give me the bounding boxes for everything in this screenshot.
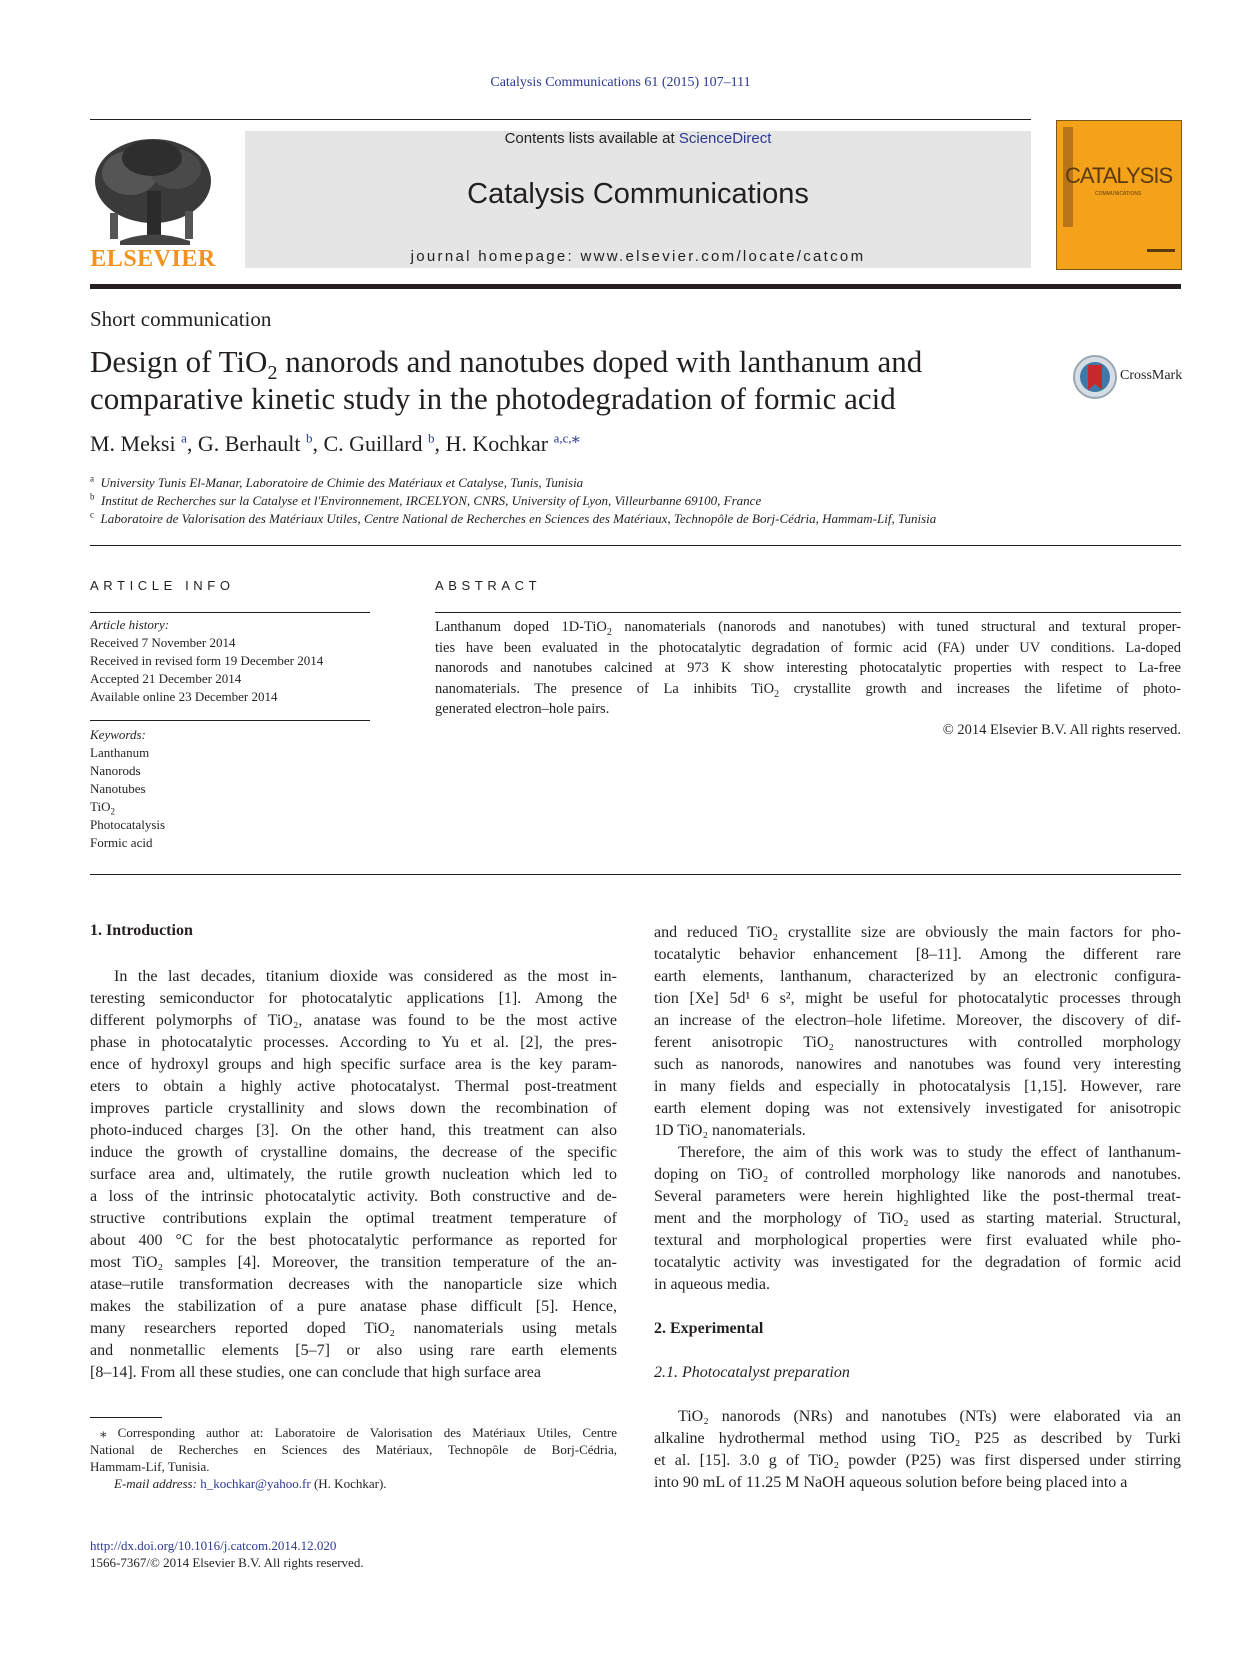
- abstract-subscript: 2: [606, 626, 612, 638]
- keyword-item: Lanthanum: [90, 745, 150, 760]
- doi-link[interactable]: http://dx.doi.org/10.1016/j.catcom.2014.12.020: [90, 1538, 337, 1553]
- journal-citation[interactable]: Catalysis Communications 61 (2015) 107–111: [490, 75, 751, 90]
- abstract-heading: ABSTRACT: [435, 578, 542, 593]
- affiliation-a: [90, 475, 583, 491]
- body-line: and nonmetallic elements [5–7] or also using rare earth elements: [90, 1342, 617, 1359]
- journal-homepage[interactable]: journal homepage: www.elsevier.com/locate/catcom: [410, 248, 866, 265]
- body-line: such as nanorods, nanowires and nanotubes was found very interesting: [654, 1056, 1181, 1073]
- body-line: induce the growth of crystalline domains, the decrease of the specific: [90, 1144, 617, 1161]
- right-paragraph-1: [654, 922, 1181, 1142]
- body-line: many researchers reported doped TiO₂ nanomaterials using metals: [90, 1320, 617, 1337]
- affiliation-text: Laboratoire de Valorisation des Matériaux Utiles, Centre National de Recherches en Sciences des Matériaux, Technopôle de Borj-Cédria, Hammam-Lif, Tunisia: [100, 511, 937, 526]
- preparation-subheading: 2.1. Photocatalyst preparation: [654, 1364, 850, 1381]
- intro-body: [90, 966, 617, 1384]
- crossmark-badge[interactable]: [1072, 354, 1192, 400]
- email-label: E-mail address:: [114, 1476, 201, 1491]
- body-line: different polymorphs of TiO₂, anatase was found to be the most active: [90, 1012, 617, 1029]
- body-line: textural and morphological properties were first evaluated while pho-: [654, 1232, 1181, 1249]
- author-separator: ,: [312, 431, 324, 456]
- body-line: earth element doping was not extensively investigated for anisotropic: [654, 1100, 1181, 1117]
- body-line: Therefore, the aim of this work was to study the effect of lanthanum-: [678, 1144, 1181, 1161]
- sciencedirect-link[interactable]: ScienceDirect: [678, 130, 772, 147]
- intro-lines: [90, 966, 617, 1384]
- article-type: Short communication: [90, 307, 272, 331]
- author-affil-link[interactable]: a,c,: [553, 430, 572, 446]
- cover-title: CATALYSIS: [1065, 163, 1173, 188]
- affiliation-marker: b: [90, 491, 95, 502]
- author-affil-link[interactable]: b: [428, 430, 435, 446]
- cover-bar: [1147, 249, 1175, 252]
- body-line: TiO₂ nanorods (NRs) and nanotubes (NTs) were elaborated via an: [678, 1408, 1181, 1425]
- email-link[interactable]: h_kochkar@yahoo.fr: [200, 1476, 311, 1491]
- body-line: [8–14]. From all these studies, one can conclude that high surface area: [90, 1364, 541, 1381]
- keyword-item: Nanotubes: [90, 781, 146, 796]
- body-line: doping on TiO₂ of controlled morphology like nanorods and nanotubes.: [654, 1166, 1181, 1183]
- abstract-body: [435, 617, 1181, 740]
- abstract-rule: [435, 612, 1181, 613]
- keyword-text: TiO: [90, 799, 111, 814]
- keyword-item: Nanorods: [90, 763, 141, 778]
- cover-subtitle: COMMUNICATIONS: [1095, 191, 1142, 197]
- footnote: [90, 1424, 617, 1492]
- elsevier-wordmark: ELSEVIER: [90, 246, 216, 272]
- body-line: improves particle crystallinity and slows down the recombination of: [90, 1100, 617, 1117]
- keyword-item: Photocatalysis: [90, 817, 166, 832]
- crossmark-label: CrossMark: [1120, 368, 1183, 383]
- article-info-heading: ARTICLE INFO: [90, 578, 235, 593]
- keyword-item: Formic acid: [90, 835, 153, 850]
- body-line: tion [Xe] 5d¹ 6 s², might be useful for photocatalytic processes through: [654, 990, 1181, 1007]
- abstract-text: nanomaterials. The presence of La inhibits TiO: [435, 680, 775, 697]
- intro-heading: 1. Introduction: [90, 922, 193, 939]
- affiliation-text: Institut de Recherches sur la Catalyse et l'Environnement, IRCELYON, CNRS, University of Lyon, Villeurbanne 69100, France: [101, 493, 762, 508]
- keyword-item: [90, 798, 165, 816]
- author-separator: ,: [434, 431, 446, 456]
- history-item: Received 7 November 2014: [90, 635, 236, 650]
- author-list: [90, 431, 580, 457]
- experimental-heading: 2. Experimental: [654, 1320, 764, 1337]
- body-line: surface area and, ultimately, the rutile growth nucleation which led to: [90, 1166, 617, 1183]
- body-line: In the last decades, titanium dioxide was considered as the most in-: [114, 968, 617, 985]
- abstract-line: generated electron–hole pairs.: [435, 701, 610, 717]
- keyword-subscript: 2: [110, 806, 115, 817]
- abstract-end-rule: [90, 874, 1181, 875]
- right-paragraph-2: [654, 1142, 1181, 1296]
- email-name: (H. Kochkar).: [310, 1476, 387, 1491]
- issn-copyright: 1566-7367/© 2014 Elsevier B.V. All rights reserved.: [90, 1555, 364, 1570]
- abstract-copyright: © 2014 Elsevier B.V. All rights reserved.: [942, 721, 1181, 738]
- author-affil-link[interactable]: b: [306, 430, 313, 446]
- title-part-2: nanorods and nanotubes doped with lanthanum and: [277, 344, 923, 379]
- body-line: phase in photocatalytic processes. According to Yu et al. [2], the pres-: [90, 1034, 617, 1051]
- author-separator: ,: [186, 431, 198, 456]
- history-item: Received in revised form 19 December 2014: [90, 653, 324, 668]
- affiliation-marker: c: [90, 509, 94, 520]
- affiliation-rule: [90, 545, 1181, 546]
- doi-block: [90, 1537, 364, 1571]
- body-line: teresting semiconductor for photocatalytic applications [1]. Among the: [90, 990, 617, 1007]
- article-info-rule: [90, 612, 370, 613]
- author-name: C. Guillard: [323, 431, 428, 456]
- affiliation-c: [90, 511, 936, 527]
- body-line: an increase of the electron–hole lifetime. Moreover, the discovery of dif-: [654, 1012, 1181, 1029]
- affiliation-marker: a: [90, 473, 94, 484]
- body-line: Several parameters were herein highlighted like the post-thermal treat-: [654, 1188, 1181, 1205]
- title-part-3: comparative kinetic study in the photodegradation of formic acid: [90, 381, 896, 416]
- body-line: ment and the morphology of TiO₂ used as starting material. Structural,: [654, 1210, 1181, 1227]
- body-line: tocatalytic behavior enhancement [8–11]. Among the different rare: [654, 946, 1181, 963]
- author-name: M. Meksi: [90, 431, 182, 456]
- footnote-line: Hammam-Lif, Tunisia.: [90, 1459, 210, 1474]
- affiliation-b: [90, 493, 761, 509]
- right-column: [654, 922, 1181, 1494]
- body-line: tocatalytic activity was investigated for the degradation of formic acid: [654, 1254, 1181, 1271]
- author-affil-link[interactable]: a: [181, 430, 187, 446]
- body-line: in many fields and especially in photocatalysis [1,15]. However, rare: [654, 1078, 1181, 1095]
- body-line: 1D TiO₂ nanomaterials.: [654, 1122, 806, 1139]
- footnote-rule: [90, 1417, 162, 1418]
- footnote-line: National de Recherches en Sciences des Matériaux, Technopôle de Borj-Cédria,: [90, 1442, 617, 1457]
- body-line: makes the stabilization of a pure anatase phase difficult [5]. Hence,: [90, 1298, 617, 1315]
- body-line: atase–rutile transformation decreases with the nanoparticle size which: [90, 1276, 617, 1293]
- keywords-label: Keywords:: [90, 727, 146, 742]
- abstract-text: crystallite growth and increases the lifetime of photo-: [779, 680, 1181, 697]
- body-line: and reduced TiO₂ crystallite size are obviously the main factors for pho-: [654, 924, 1181, 941]
- author-name: G. Berhault: [197, 431, 306, 456]
- affiliation-text: University Tunis El-Manar, Laboratoire de Chimie des Matériaux et Catalyse, Tunis, Tunisia: [100, 475, 584, 490]
- title-part-1: Design of TiO: [90, 344, 268, 379]
- body-line: earth elements, lanthanum, characterized by an electronic configura-: [654, 968, 1181, 985]
- body-line: structive contributions explain the optimal treatment temperature of: [90, 1210, 617, 1227]
- history-item: Available online 23 December 2014: [90, 689, 278, 704]
- keywords-block: [90, 726, 165, 852]
- abstract-line: [435, 679, 1181, 700]
- history-label: Article history:: [90, 617, 170, 632]
- keywords-rule: [90, 720, 370, 721]
- body-line: in aqueous media.: [654, 1276, 770, 1293]
- body-line: most TiO₂ samples [4]. Moreover, the transition temperature of the an-: [90, 1254, 617, 1271]
- body-line: eters to obtain a highly active photocatalyst. Thermal post-treatment: [90, 1078, 617, 1095]
- footnote-email-line: [90, 1475, 617, 1492]
- header-thick-rule: [90, 284, 1181, 289]
- article-title: [90, 343, 1020, 417]
- contents-line: [245, 130, 1031, 147]
- body-line: into 90 mL of 11.25 M NaOH aqueous solution before being placed into a: [654, 1474, 1128, 1491]
- body-line: photo-induced charges [3]. On the other hand, this treatment can also: [90, 1122, 617, 1139]
- abstract-line: ties have been evaluated in the photocatalytic degradation of formic acid (FA) under UV conditions. La-doped: [435, 639, 1181, 656]
- author-name: H. Kochkar: [445, 431, 554, 456]
- crossmark-icon: [1072, 354, 1118, 400]
- body-line: alkaline hydrothermal method using TiO₂ P25 as described by Turki: [654, 1430, 1181, 1447]
- body-line: et al. [15]. 3.0 g of TiO₂ powder (P25) was first dispersed under stirring: [654, 1452, 1181, 1469]
- abstract-subscript: 2: [774, 688, 780, 700]
- contents-prefix: Contents lists available at: [504, 130, 679, 147]
- footnote-line: ⁎ Corresponding author at: Laboratoire de Valorisation des Matériaux Utiles, Centre: [100, 1425, 617, 1440]
- title-subscript: 2: [267, 362, 278, 385]
- article-history: [90, 616, 323, 706]
- body-line: a loss of the intrinsic photocatalytic activity. Both constructive and de-: [90, 1188, 617, 1205]
- right-paragraph-3: [654, 1406, 1181, 1494]
- history-item: Accepted 21 December 2014: [90, 671, 242, 686]
- body-line: ence of hydroxyl groups and high specific surface area is the key param-: [90, 1056, 617, 1073]
- journal-cover-thumbnail[interactable]: [1056, 120, 1182, 270]
- abstract-text: nanomaterials (nanorods and nanotubes) with tuned structural and textural proper-: [611, 619, 1181, 635]
- header-rule: [90, 119, 1031, 120]
- body-line: about 400 °C for the best photocatalytic performance as reported for: [90, 1232, 617, 1249]
- elsevier-logo[interactable]: [90, 133, 216, 273]
- abstract-line: [435, 617, 1181, 638]
- abstract-line: nanorods and nanotubes calcined at 973 K show interesting photocatalytic properties with respect to La-free: [435, 660, 1181, 676]
- journal-title: Catalysis Communications: [467, 178, 809, 210]
- corresponding-author-link[interactable]: ⁎: [571, 429, 580, 447]
- abstract-text: Lanthanum doped 1D-TiO: [435, 619, 607, 635]
- body-line: ferent anisotropic TiO₂ nanostructures with controlled morphology: [654, 1034, 1181, 1051]
